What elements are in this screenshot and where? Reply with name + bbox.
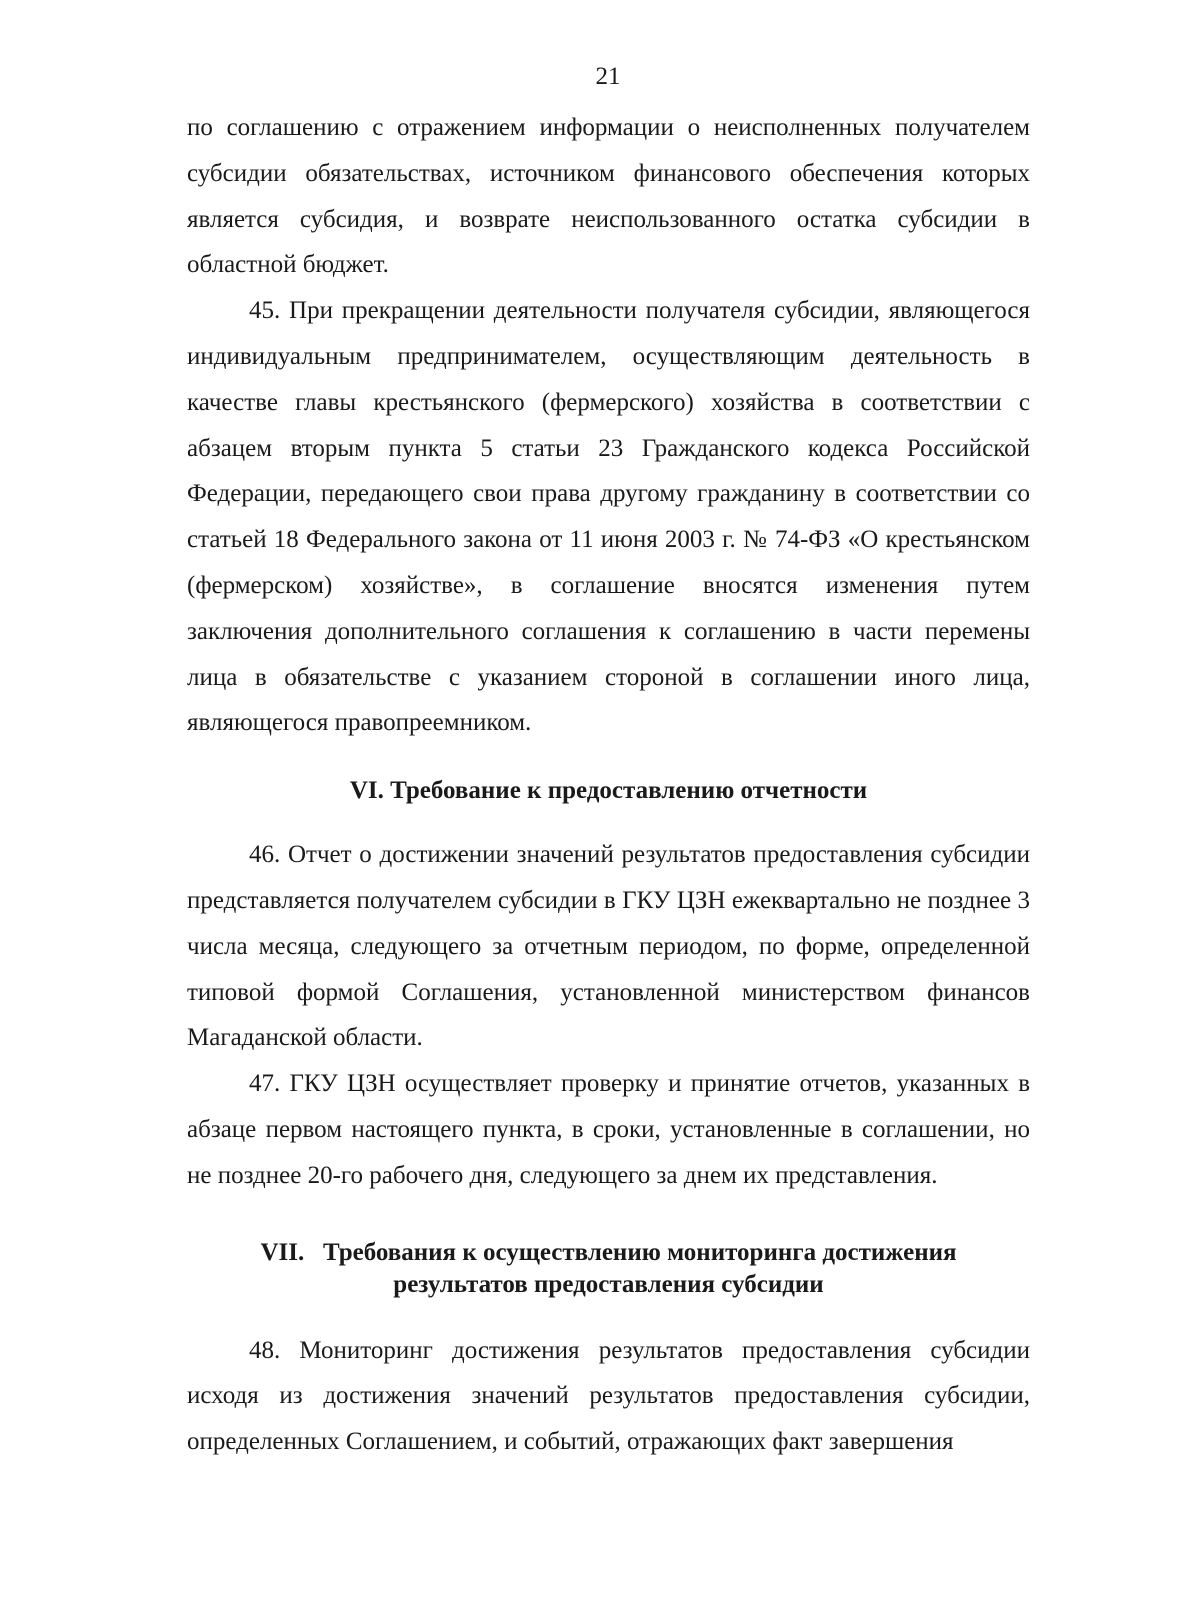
section-heading-vii — [187, 1237, 1030, 1301]
paragraph-continuation: по соглашению с отражением информации о неисполненных получателем субсидии обязательствах, источником финансового обеспечения которых является субсидия, и возврате неиспользованного остатка субсидии в областной бюджет. — [187, 114, 1030, 279]
document-body — [187, 105, 1030, 1465]
paragraph-46: 46. Отчет о достижении значений результатов предоставления субсидии представляется получателем субсидии в ГКУ ЦЗН ежеквартально не позднее 3 числа месяца, следующего за отчетным периодом, по форме, определенной типовой формой Соглашения, установленной министерством финансов Магаданской области. — [187, 841, 1030, 1052]
paragraph-47: 47. ГКУ ЦЗН осуществляет проверку и принятие отчетов, указанных в абзаце первом настоящего пункта, в сроки, установленные в соглашении, но не позднее 20-го рабочего дня, следующего за днем их представления. — [187, 1070, 1030, 1189]
section-heading-vii-line1: VII. Требования к осуществлению мониторинга достижения — [260, 1238, 957, 1266]
page-number: 21 — [595, 63, 621, 90]
section-heading-vii-line2: результатов предоставления субсидии — [393, 1270, 824, 1298]
paragraph-48: 48. Мониторинг достижения результатов предоставления субсидии исходя из достижения значений результатов предоставления субсидии, определенных Соглашением, и событий, отражающих факт завершения — [187, 1336, 1030, 1456]
section-heading-vi: VI. Требование к предоставлению отчетности — [349, 777, 868, 805]
paragraph-45: 45. При прекращении деятельности получателя субсидии, являющегося индивидуальным предпринимателем, осуществляющим деятельность в качестве главы крестьянского (фермерского) хозяйства в соответствии с абзацем вторым пункта 5 статьи 23 Гражданского кодекса Российской Федерации, передающего свои права другому гражданину в соответствии со статьей 18 Федерального закона от 11 июня 2003 г. № 74-ФЗ «О крестьянском (фермерском) хозяйстве», в соглашение вносятся изменения путем заключения дополнительного соглашения к соглашению в части перемены лица в обязательстве с указанием стороной в соглашении иного лица, являющегося правопреемником. — [187, 297, 1030, 737]
